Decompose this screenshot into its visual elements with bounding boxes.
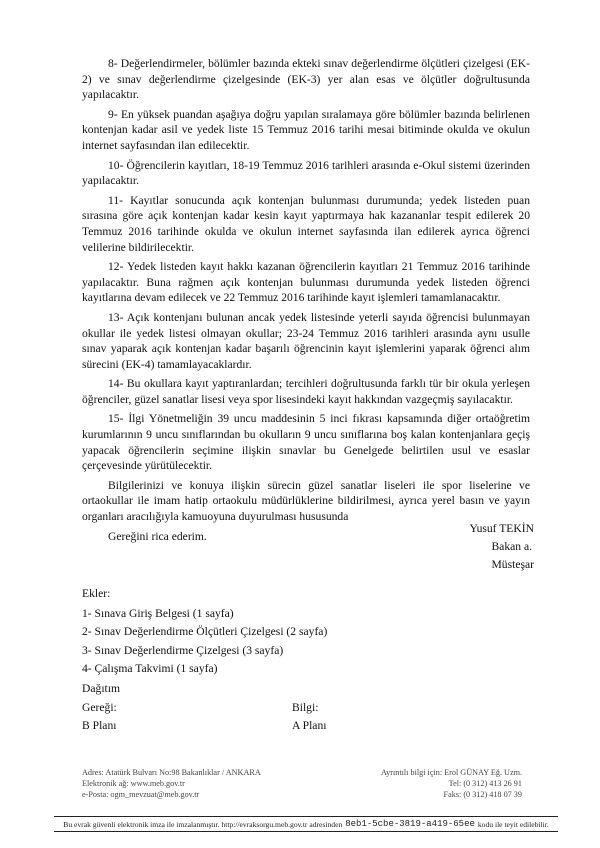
closing-paragraph: Bilgilerinizi ve konuya ilişkin sürecin güzel sanatlar liseleri ile spor liselerine ve ortaokullar ile imam hatip ortaokulu müdürlüklerine bildirilmesi, ayrıca yerel basın ve yayın organları aracılığıyla kamuoyuna duyurulması hususunda	[82, 478, 530, 524]
attachment-item: 1- Sınava Giriş Belgesi (1 sayfa)	[82, 606, 234, 620]
footer-address-block	[82, 767, 261, 801]
paragraph-9: 9- En yüksek puandan aşağıya doğru yapılan sıralamaya göre bölümler bazında belirlenen kontenjan kadar asil ve yedek liste 15 Temmuz 2016 tarihi mesai bitiminde okulda ve okulun internet sayfasından ilan edilecektir.	[82, 107, 530, 152]
footer-email: e-Posta: ogm_mevzuat@meb.gov.tr	[82, 790, 200, 800]
request-line: Gereğini rica ederim.	[108, 529, 207, 543]
paragraph-11: 11- Kayıtlar sonucunda açık kontenjan bulunması durumunda; yedek listeden puan sırasına göre açık kontenjan kadar kesin kayıt yaptırmaya hak kazananlar tespit edilerek 20 Temmuz 2016 tarihinde okulda ve okulun internet sayfasında ilan edilerek ayrıca öğrenci velilerine bildirilecektir.	[82, 193, 530, 254]
footer-address: Adres: Atatürk Bulvarı No:98 Bakanlıklar / ANKARA	[82, 768, 261, 777]
footer-contact-block	[381, 767, 522, 801]
attachment-item: 4- Çalışma Takvimi (1 sayfa)	[82, 662, 218, 675]
distribution-heading: Dağıtım	[82, 682, 120, 695]
footer-phone: Tel: (0 312) 413 26 91	[448, 779, 522, 789]
attachments-list	[82, 585, 327, 679]
paragraph-12: 12- Yedek listeden kayıt hakkı kazanan öğrencilerin kayıtları 21 Temmuz 2016 tarihinde yapılacaktır. Buna rağmen açık kontenjan bulunması durumunda yedek listeden öğrenci kayıtlarına devam edilecek ve 22 Temmuz 2016 tarihinde kayıt işlemleri tamamlanacaktır.	[82, 260, 530, 305]
paragraph-14: 14- Bu okullara kayıt yaptıranlardan; tercihleri doğrultusunda farklı tür bir okula yerleşen öğrenciler, güzel sanatlar lisesi veya spor lisesindeki kayıt hakkından vazgeçmiş sayılacaktır.	[82, 377, 530, 406]
paragraph-13: 13- Açık kontenjanı bulunan ancak yedek listesinde yeterli sayıda öğrencisi bulunmayan okullar ile yedek listesi olmayan okullar; 23-24 Temmuz 2016 tarihleri arasında aynı usulle sınav yaparak açık kontenjan kadar başarılı öğrencinin kayıt işlemlerini yaparak öğrenci alım sürecini (EK-4) tamamlayacaklardır.	[82, 310, 530, 371]
distribution-action-label: Gereği:	[82, 700, 117, 714]
footer-web: Elektronik ağ: www.meb.gov.tr	[82, 779, 185, 789]
footer-contact: Ayrıntılı bilgi için: Erol GÜNAY Eğ. Uzm.	[381, 768, 522, 777]
signature-block	[384, 520, 534, 574]
distribution-block	[82, 680, 442, 736]
verification-code: 8eb1-5cbe-3819-a419-65ee	[345, 819, 475, 829]
distribution-info-label: Bilgi:	[292, 700, 319, 714]
verification-prefix: Bu evrak güvenli elektronik imza ile imzalanmıştır. http://evraksorgu.meb.gov.tr adresinden	[63, 819, 343, 829]
e-signature-verification	[54, 816, 558, 832]
attachment-item: 2- Sınav Değerlendirme Ölçütleri Çizelgesi (2 sayfa)	[82, 625, 328, 638]
paragraph-10: 10- Öğrencilerin kayıtları, 18-19 Temmuz 2016 tarihleri arasında e-Okul sistemi üzerinden yapılacaktır.	[82, 158, 530, 188]
signatory-title: Müsteşar	[491, 558, 534, 571]
attachment-item: 3- Sınav Değerlendirme Çizelgesi (3 sayfa)	[82, 643, 284, 657]
distribution-info-value: A Planı	[292, 719, 327, 732]
paragraph-15: 15- İlgi Yönetmeliğin 39 uncu maddesinin 5 inci fıkrası kapsamında diğer ortaöğretim kurumlarının 9 uncu sınıflarından bu okulların 9 uncu sınıflarına boş kalan kontenjanlara geçiş yapacak öğrencilerin seçimine ilişkin sınavlar bu Genelgede belirtilen usul ve esaslar çerçevesinde yürütülecektir.	[82, 412, 530, 473]
attachments-heading: Ekler:	[82, 587, 111, 600]
verification-suffix: kodu ile teyit edilebilir.	[477, 819, 549, 829]
document-body	[82, 56, 530, 548]
footer-fax: Faks: (0 312) 418 07 39	[443, 790, 522, 800]
signatory-on-behalf: Bakan a.	[491, 540, 532, 553]
paragraph-8: 8- Değerlendirmeler, bölümler bazında ekteki sınav değerlendirme ölçütleri çizelgesi (EK-2) ve sınav değerlendirme çizelgesinde (EK-3) yer alan esas ve ölçütler doğrultusunda yapılacaktır.	[82, 57, 530, 102]
distribution-action-value: B Planı	[82, 719, 117, 732]
signatory-name: Yusuf TEKİN	[469, 522, 534, 535]
